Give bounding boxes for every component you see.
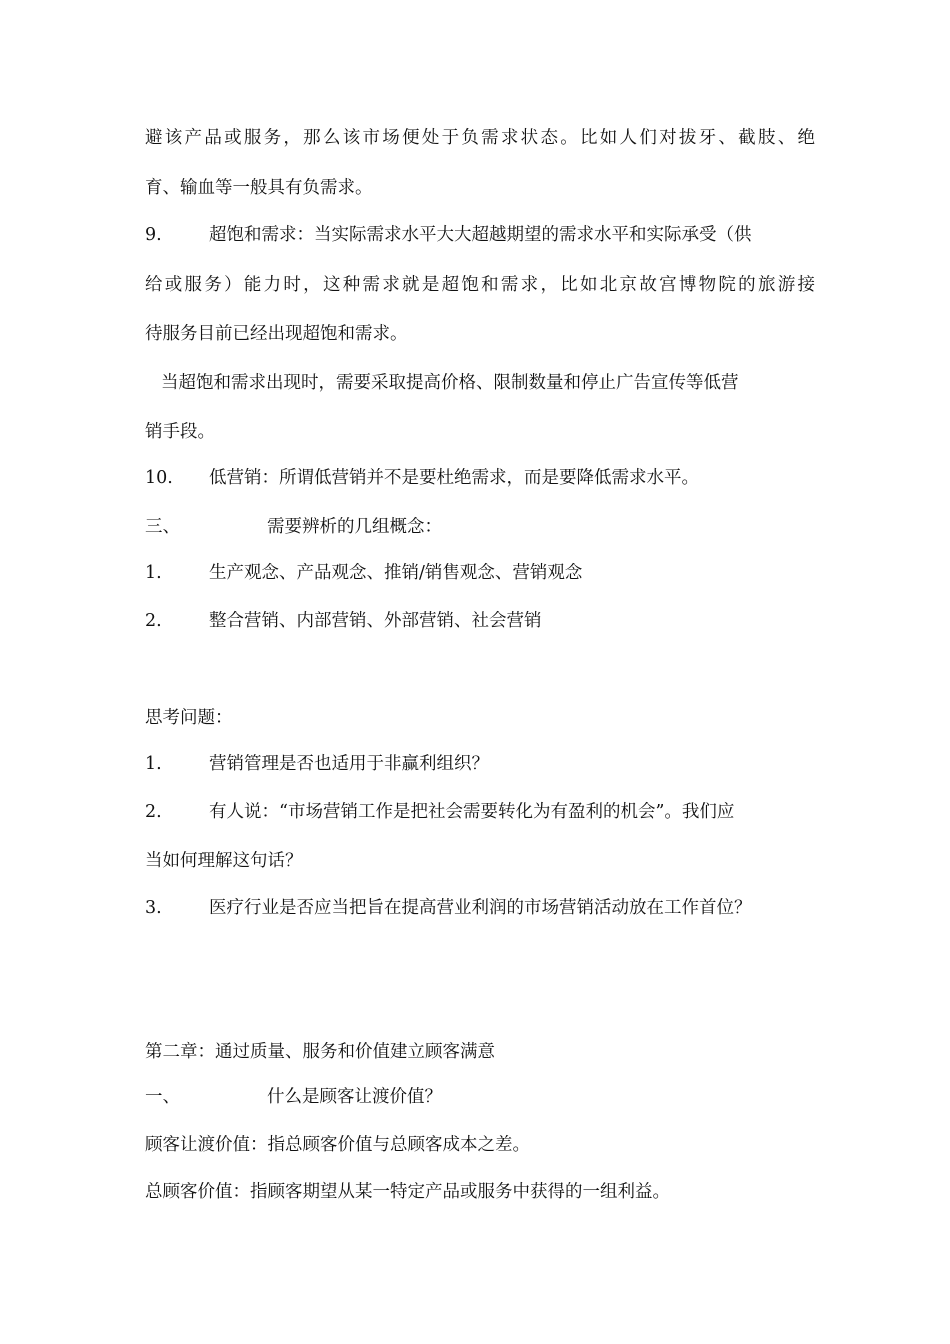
paragraph-line [145, 126, 815, 150]
paragraph-line [145, 273, 815, 297]
paragraph-line [145, 371, 831, 395]
section-title: 需要辨析的几组概念： [267, 517, 442, 537]
line-text: 营销管理是否也适用于非赢利组织？ [209, 754, 489, 774]
paragraph-line [145, 322, 815, 346]
line-text: 顾客让渡价值：指总顾客价值与总顾客成本之差。 [145, 1135, 530, 1155]
line-text: 给或服务）能力时，这种需求就是超饱和需求，比如北京故宫博物院的旅游接 [145, 275, 815, 295]
list-item-2 [145, 609, 815, 633]
line-text: 总顾客价值：指顾客期望从某一特定产品或服务中获得的一组利益。 [145, 1182, 670, 1202]
line-text: 当如何理解这句话？ [145, 851, 303, 871]
line-text: 医疗行业是否应当把旨在提高营业利润的市场营销活动放在工作首位？ [209, 898, 752, 918]
paragraph-line [145, 1133, 815, 1157]
line-text: 思考问题： [145, 708, 233, 728]
line-text: 生产观念、产品观念、推销/销售观念、营销观念 [209, 563, 583, 583]
list-item-10 [145, 466, 815, 490]
list-number: 1. [145, 754, 162, 774]
paragraph-line [145, 420, 815, 444]
list-number: 2. [145, 802, 162, 822]
section-title: 什么是顾客让渡价值？ [267, 1087, 442, 1107]
list-number: 2. [145, 611, 162, 631]
line-text: 第二章：通过质量、服务和价值建立顾客满意 [145, 1042, 495, 1062]
paragraph-line [145, 1180, 815, 1204]
paragraph-line [145, 176, 815, 200]
list-number: 3. [145, 898, 162, 918]
line-text: 育、输血等一般具有负需求。 [145, 178, 373, 198]
question-item-2 [145, 800, 815, 824]
list-item-1 [145, 561, 815, 585]
line-text: 待服务目前已经出现超饱和需求。 [145, 324, 408, 344]
list-number: 10. [145, 468, 173, 488]
line-text: 超饱和需求：当实际需求水平大大超越期望的需求水平和实际承受（供 [209, 225, 752, 245]
line-text: 有人说：“市场营销工作是把社会需要转化为有盈利的机会”。我们应 [209, 802, 735, 822]
questions-heading [145, 706, 815, 730]
list-number: 9. [145, 225, 162, 245]
list-number: 1. [145, 563, 162, 583]
section-number: 一、 [145, 1087, 180, 1107]
section-number: 三、 [145, 517, 180, 537]
line-text: 当超饱和需求出现时，需要采取提高价格、限制数量和停止广告宣传等低营 [161, 373, 739, 393]
chapter-title [145, 1040, 815, 1064]
line-text: 销手段。 [145, 422, 215, 442]
section-heading [145, 515, 815, 539]
question-item-3 [145, 896, 815, 920]
question-item-1 [145, 752, 815, 776]
line-text: 低营销：所谓低营销并不是要杜绝需求，而是要降低需求水平。 [209, 468, 699, 488]
line-text: 整合营销、内部营销、外部营销、社会营销 [209, 611, 542, 631]
paragraph-line [145, 849, 815, 873]
line-text: 避该产品或服务，那么该市场便处于负需求状态。比如人们对拔牙、截肢、绝 [145, 128, 815, 148]
section-heading [145, 1085, 815, 1109]
list-item-9 [145, 223, 815, 247]
